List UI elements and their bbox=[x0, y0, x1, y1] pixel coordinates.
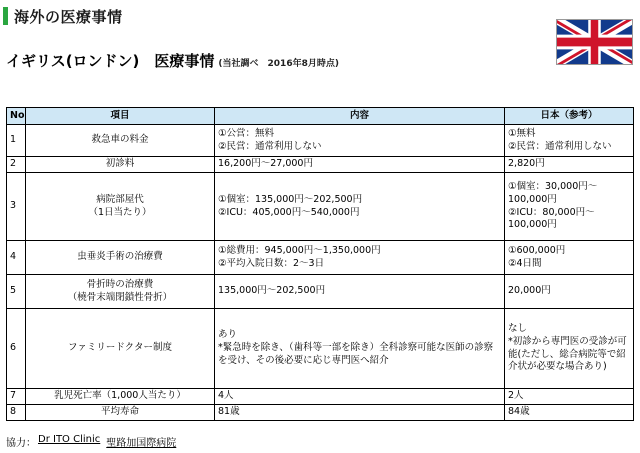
credit-label: 協力： bbox=[6, 438, 36, 449]
page-title-row bbox=[6, 50, 339, 71]
row-number: 4 bbox=[7, 241, 26, 275]
header-no: No bbox=[7, 108, 26, 125]
row-number: 7 bbox=[7, 389, 26, 405]
table-row bbox=[7, 241, 634, 275]
header-content: 内容 bbox=[215, 108, 505, 125]
table-row bbox=[7, 275, 634, 309]
row-japan: ①無料 ②民営：通常利用しない bbox=[505, 125, 634, 157]
table-row bbox=[7, 405, 634, 421]
row-content: ①公営：無料 ②民営：通常利用しない bbox=[215, 125, 505, 157]
row-japan: 2,820円 bbox=[505, 157, 634, 173]
row-item: 骨折時の治療費 （橈骨末端閉鎖性骨折） bbox=[26, 275, 215, 309]
section-accent-bar bbox=[3, 7, 8, 25]
table-row bbox=[7, 157, 634, 173]
row-content: あり *緊急時を除き、（歯科等一部を除き）全科診察可能な医師の診察を受け、その後必要に応じ専門医へ紹介 bbox=[215, 309, 505, 389]
row-item: 初診料 bbox=[26, 157, 215, 173]
row-content: 81歳 bbox=[215, 405, 505, 421]
row-japan: なし *初診から専門医の受診が可能(ただし、総合病院等で紹介状が必要な場合あり) bbox=[505, 309, 634, 389]
row-content: 135,000円～202,500円 bbox=[215, 275, 505, 309]
header-japan: 日本（参考） bbox=[505, 108, 634, 125]
page-subtitle: (当社調べ 2016年8月時点) bbox=[218, 59, 339, 69]
credit-link-st-lukes-hospital[interactable]: 聖路加国際病院 bbox=[106, 438, 177, 449]
table-row bbox=[7, 173, 634, 241]
row-number: 2 bbox=[7, 157, 26, 173]
row-japan: 20,000円 bbox=[505, 275, 634, 309]
table-row bbox=[7, 309, 634, 389]
row-item: ファミリードクター制度 bbox=[26, 309, 215, 389]
row-content: ①個室：135,000円～202,500円 ②ICU：405,000円～540,000円 bbox=[215, 173, 505, 241]
row-item: 平均寿命 bbox=[26, 405, 215, 421]
row-item: 虫垂炎手術の治療費 bbox=[26, 241, 215, 275]
row-content: ①総費用：945,000円～1,350,000円 ②平均入院日数：2～3日 bbox=[215, 241, 505, 275]
section-title: 海外の医療事情 bbox=[14, 7, 123, 26]
comparison-table bbox=[6, 107, 634, 421]
section-header bbox=[3, 5, 123, 27]
union-jack-flag-icon bbox=[556, 19, 633, 65]
row-number: 5 bbox=[7, 275, 26, 309]
row-item: 乳児死亡率（1,000人当たり） bbox=[26, 389, 215, 405]
page-title: イギリス(ロンドン) 医療事情 bbox=[6, 52, 215, 70]
row-item: 病院部屋代 （1日当たり） bbox=[26, 173, 215, 241]
row-japan: ①個室：30,000円～ 100,000円 ②ICU：80,000円～ 100,000円 bbox=[505, 173, 634, 241]
header-item: 項目 bbox=[26, 108, 215, 125]
row-number: 6 bbox=[7, 309, 26, 389]
row-number: 3 bbox=[7, 173, 26, 241]
credit-link-dr-ito-clinic[interactable]: Dr ITO Clinic bbox=[38, 434, 101, 445]
row-number: 8 bbox=[7, 405, 26, 421]
table-header-row bbox=[7, 108, 634, 125]
row-content: 16,200円～27,000円 bbox=[215, 157, 505, 173]
row-japan: ①600,000円 ②4日間 bbox=[505, 241, 634, 275]
row-item: 救急車の料金 bbox=[26, 125, 215, 157]
table-row bbox=[7, 389, 634, 405]
table-row bbox=[7, 125, 634, 157]
row-number: 1 bbox=[7, 125, 26, 157]
row-content: 4人 bbox=[215, 389, 505, 405]
row-japan: 2人 bbox=[505, 389, 634, 405]
row-japan: 84歳 bbox=[505, 405, 634, 421]
credit-line bbox=[6, 434, 176, 449]
